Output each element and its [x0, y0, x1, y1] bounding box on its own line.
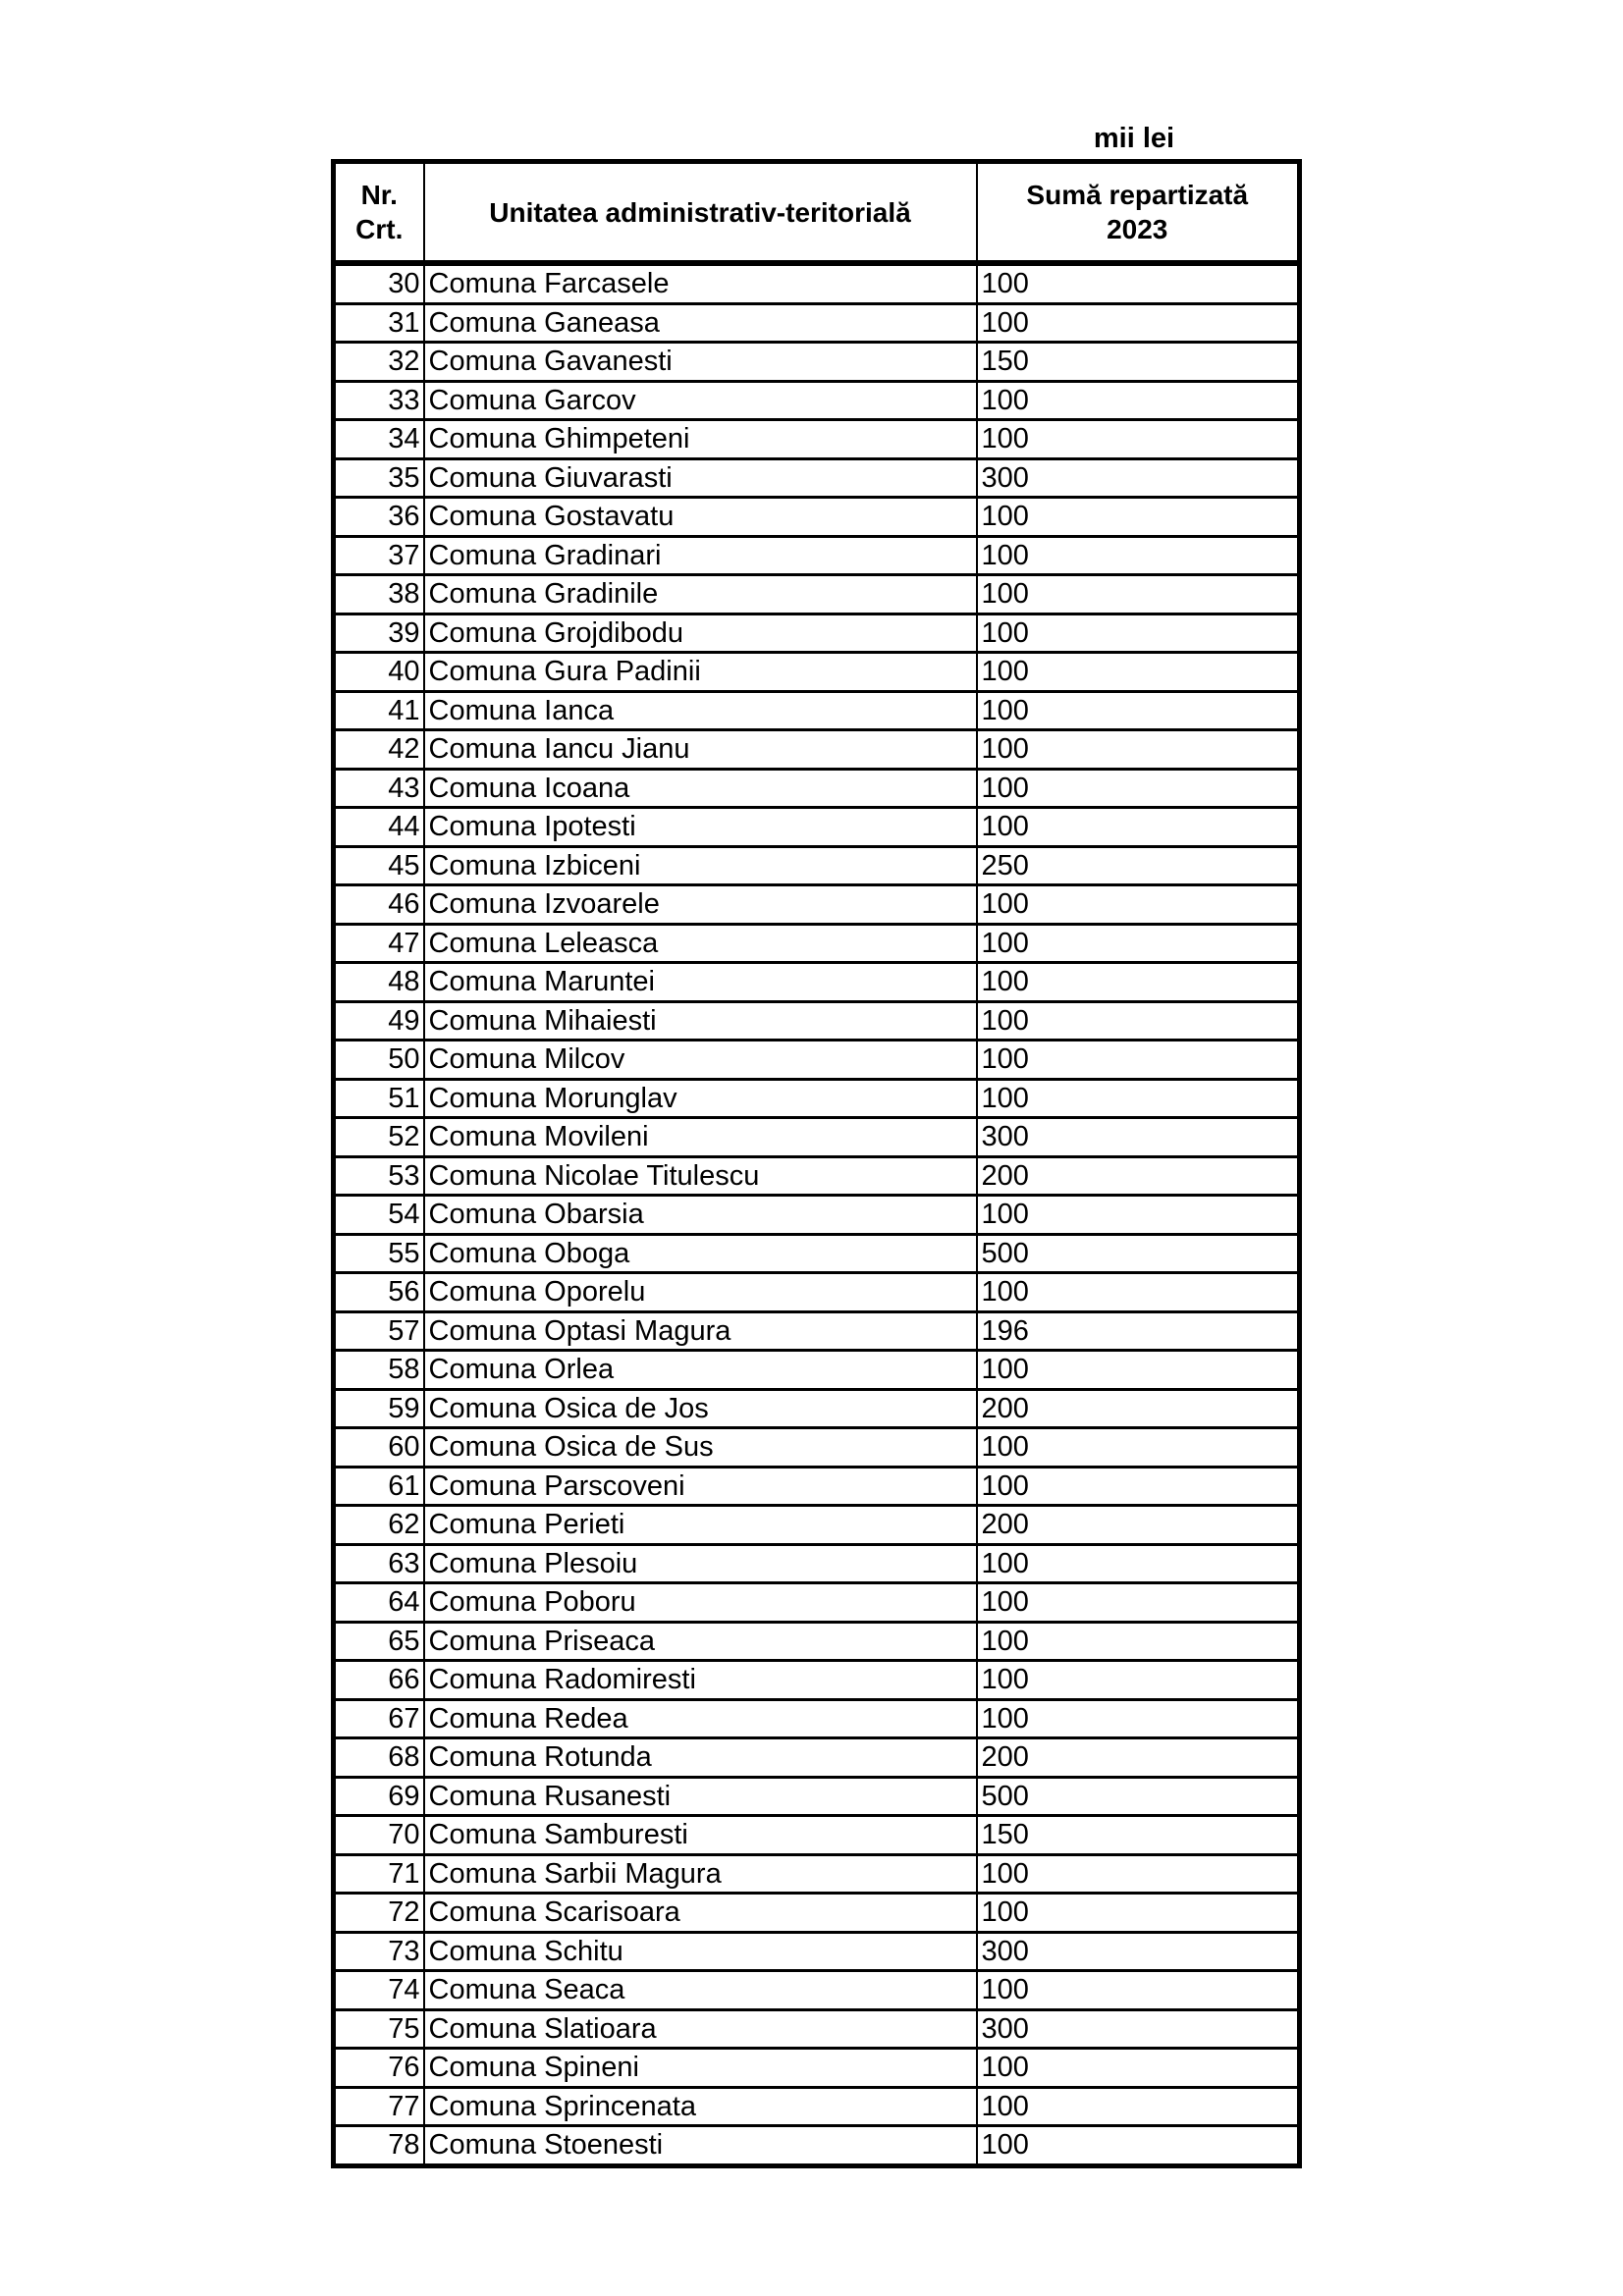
unit-name: Comuna Mihaiesti	[424, 1001, 977, 1041]
allocated-amount: 100	[977, 575, 1300, 614]
table-row	[334, 846, 1300, 885]
allocated-amount: 200	[977, 1389, 1300, 1428]
table-row	[334, 1389, 1300, 1428]
allocated-amount: 100	[977, 614, 1300, 653]
unit-name: Comuna Spineni	[424, 2049, 977, 2088]
allocated-amount: 100	[977, 1622, 1300, 1661]
row-number: 57	[334, 1311, 424, 1351]
allocated-amount: 100	[977, 963, 1300, 1002]
row-number: 53	[334, 1156, 424, 1196]
row-number: 36	[334, 498, 424, 537]
allocated-amount: 100	[977, 420, 1300, 459]
unit-name: Comuna Redea	[424, 1699, 977, 1738]
unit-name: Comuna Seaca	[424, 1971, 977, 2010]
row-number: 73	[334, 1932, 424, 1971]
table-row	[334, 1001, 1300, 1041]
currency-unit-label: mii lei	[1093, 123, 1175, 154]
row-number: 45	[334, 846, 424, 885]
allocated-amount: 100	[977, 808, 1300, 847]
row-number: 61	[334, 1467, 424, 1506]
table-row	[334, 1234, 1300, 1273]
unit-name: Comuna Scarisoara	[424, 1894, 977, 1933]
table-row	[334, 1661, 1300, 1700]
unit-name: Comuna Ganeasa	[424, 303, 977, 343]
table-row	[334, 1854, 1300, 1894]
row-number: 74	[334, 1971, 424, 2010]
table-row	[334, 1699, 1300, 1738]
allocated-amount: 100	[977, 1854, 1300, 1894]
unit-name: Comuna Sprincenata	[424, 2087, 977, 2126]
table-row	[334, 653, 1300, 692]
row-number: 64	[334, 1583, 424, 1623]
unit-name: Comuna Giuvarasti	[424, 458, 977, 498]
allocated-amount: 100	[977, 381, 1300, 420]
header-amount-line2: 2023	[1107, 214, 1168, 244]
header-row	[334, 162, 1300, 264]
unit-name: Comuna Gradinari	[424, 536, 977, 575]
row-number: 41	[334, 691, 424, 730]
table-row	[334, 614, 1300, 653]
allocated-amount: 300	[977, 1118, 1300, 1157]
allocated-amount: 196	[977, 1311, 1300, 1351]
unit-name: Comuna Maruntei	[424, 963, 977, 1002]
allocated-amount: 100	[977, 1544, 1300, 1583]
allocated-amount: 300	[977, 2009, 1300, 2049]
unit-name: Comuna Milcov	[424, 1041, 977, 1080]
table-row	[334, 263, 1300, 303]
unit-name: Comuna Rotunda	[424, 1738, 977, 1778]
allocated-amount: 500	[977, 1777, 1300, 1816]
unit-name: Comuna Ghimpeteni	[424, 420, 977, 459]
row-number: 42	[334, 730, 424, 770]
table-row	[334, 498, 1300, 537]
table-row	[334, 1428, 1300, 1468]
unit-name: Comuna Obarsia	[424, 1196, 977, 1235]
allocated-amount: 100	[977, 1428, 1300, 1468]
table-row	[334, 1738, 1300, 1778]
unit-name: Comuna Oporelu	[424, 1273, 977, 1312]
unit-name: Comuna Optasi Magura	[424, 1311, 977, 1351]
table-row	[334, 2087, 1300, 2126]
unit-name: Comuna Perieti	[424, 1506, 977, 1545]
allocated-amount: 100	[977, 1041, 1300, 1080]
row-number: 52	[334, 1118, 424, 1157]
table-row	[334, 963, 1300, 1002]
table-row	[334, 1467, 1300, 1506]
allocated-amount: 100	[977, 263, 1300, 303]
allocated-amount: 250	[977, 846, 1300, 885]
allocated-amount: 100	[977, 1661, 1300, 1700]
allocated-amount: 100	[977, 498, 1300, 537]
unit-name: Comuna Osica de Jos	[424, 1389, 977, 1428]
unit-name: Comuna Radomiresti	[424, 1661, 977, 1700]
unit-name: Comuna Rusanesti	[424, 1777, 977, 1816]
allocated-amount: 100	[977, 691, 1300, 730]
allocated-amount: 200	[977, 1738, 1300, 1778]
row-number: 62	[334, 1506, 424, 1545]
unit-name: Comuna Farcasele	[424, 263, 977, 303]
allocated-amount: 150	[977, 1816, 1300, 1855]
unit-name: Comuna Ipotesti	[424, 808, 977, 847]
allocated-amount: 100	[977, 1079, 1300, 1118]
table-row	[334, 536, 1300, 575]
allocated-amount: 200	[977, 1506, 1300, 1545]
unit-name: Comuna Izvoarele	[424, 885, 977, 925]
row-number: 68	[334, 1738, 424, 1778]
allocated-amount: 300	[977, 458, 1300, 498]
header-unit: Unitatea administrativ-teritorială	[424, 162, 977, 264]
row-number: 48	[334, 963, 424, 1002]
allocated-amount: 100	[977, 730, 1300, 770]
allocated-amount: 100	[977, 2049, 1300, 2088]
row-number: 77	[334, 2087, 424, 2126]
row-number: 70	[334, 1816, 424, 1855]
row-number: 60	[334, 1428, 424, 1468]
table-row	[334, 381, 1300, 420]
allocated-amount: 100	[977, 1699, 1300, 1738]
table-row	[334, 1041, 1300, 1080]
allocated-amount: 100	[977, 2087, 1300, 2126]
allocated-amount: 100	[977, 1273, 1300, 1312]
table-row	[334, 1971, 1300, 2010]
allocated-amount: 300	[977, 1932, 1300, 1971]
row-number: 51	[334, 1079, 424, 1118]
allocated-amount: 200	[977, 1156, 1300, 1196]
table-row	[334, 1622, 1300, 1661]
row-number: 63	[334, 1544, 424, 1583]
allocated-amount: 100	[977, 1196, 1300, 1235]
table-row	[334, 458, 1300, 498]
unit-name: Comuna Morunglav	[424, 1079, 977, 1118]
table-row	[334, 1156, 1300, 1196]
allocated-amount: 100	[977, 2126, 1300, 2166]
header-amount	[977, 162, 1300, 264]
table-row	[334, 769, 1300, 808]
unit-name: Comuna Oboga	[424, 1234, 977, 1273]
allocated-amount: 100	[977, 1351, 1300, 1390]
row-number: 78	[334, 2126, 424, 2166]
row-number: 39	[334, 614, 424, 653]
table-row	[334, 1932, 1300, 1971]
unit-name: Comuna Leleasca	[424, 924, 977, 963]
row-number: 67	[334, 1699, 424, 1738]
allocated-amount: 100	[977, 1001, 1300, 1041]
table-row	[334, 1544, 1300, 1583]
allocated-amount: 100	[977, 303, 1300, 343]
unit-name: Comuna Gavanesti	[424, 343, 977, 382]
unit-name: Comuna Samburesti	[424, 1816, 977, 1855]
table-row	[334, 575, 1300, 614]
table-row	[334, 1351, 1300, 1390]
allocation-table	[331, 159, 1302, 2168]
row-number: 33	[334, 381, 424, 420]
table-row	[334, 1196, 1300, 1235]
unit-name: Comuna Slatioara	[424, 2009, 977, 2049]
row-number: 65	[334, 1622, 424, 1661]
table-row	[334, 808, 1300, 847]
unit-name: Comuna Icoana	[424, 769, 977, 808]
unit-name: Comuna Poboru	[424, 1583, 977, 1623]
allocated-amount: 100	[977, 1971, 1300, 2010]
header-nr-line2: Crt.	[355, 214, 404, 244]
allocated-amount: 100	[977, 1894, 1300, 1933]
row-number: 66	[334, 1661, 424, 1700]
table-row	[334, 1894, 1300, 1933]
row-number: 49	[334, 1001, 424, 1041]
row-number: 59	[334, 1389, 424, 1428]
row-number: 55	[334, 1234, 424, 1273]
unit-name: Comuna Schitu	[424, 1932, 977, 1971]
table-row	[334, 303, 1300, 343]
table-row	[334, 924, 1300, 963]
table-row	[334, 730, 1300, 770]
unit-name: Comuna Nicolae Titulescu	[424, 1156, 977, 1196]
unit-name: Comuna Gura Padinii	[424, 653, 977, 692]
row-number: 34	[334, 420, 424, 459]
row-number: 54	[334, 1196, 424, 1235]
row-number: 31	[334, 303, 424, 343]
table-row	[334, 1311, 1300, 1351]
allocated-amount: 100	[977, 536, 1300, 575]
row-number: 35	[334, 458, 424, 498]
allocated-amount: 500	[977, 1234, 1300, 1273]
table-row	[334, 2009, 1300, 2049]
header-nr-line1: Nr.	[360, 180, 398, 210]
allocated-amount: 100	[977, 1467, 1300, 1506]
table-row	[334, 2126, 1300, 2166]
allocated-amount: 100	[977, 653, 1300, 692]
unit-name: Comuna Ianca	[424, 691, 977, 730]
unit-name: Comuna Orlea	[424, 1351, 977, 1390]
row-number: 37	[334, 536, 424, 575]
allocated-amount: 100	[977, 769, 1300, 808]
unit-name: Comuna Parscoveni	[424, 1467, 977, 1506]
unit-name: Comuna Gradinile	[424, 575, 977, 614]
header-amount-line1: Sumă repartizată	[1026, 180, 1249, 210]
unit-name: Comuna Izbiceni	[424, 846, 977, 885]
unit-name: Comuna Priseaca	[424, 1622, 977, 1661]
unit-name: Comuna Movileni	[424, 1118, 977, 1157]
table-row	[334, 1273, 1300, 1312]
row-number: 76	[334, 2049, 424, 2088]
row-number: 47	[334, 924, 424, 963]
row-number: 69	[334, 1777, 424, 1816]
row-number: 46	[334, 885, 424, 925]
row-number: 71	[334, 1854, 424, 1894]
allocated-amount: 100	[977, 1583, 1300, 1623]
row-number: 30	[334, 263, 424, 303]
table-row	[334, 1079, 1300, 1118]
row-number: 32	[334, 343, 424, 382]
table-row	[334, 2049, 1300, 2088]
table-row	[334, 420, 1300, 459]
unit-name: Comuna Stoenesti	[424, 2126, 977, 2166]
row-number: 38	[334, 575, 424, 614]
unit-name: Comuna Iancu Jianu	[424, 730, 977, 770]
row-number: 58	[334, 1351, 424, 1390]
unit-name: Comuna Garcov	[424, 381, 977, 420]
table-header	[334, 162, 1300, 264]
row-number: 40	[334, 653, 424, 692]
unit-name: Comuna Osica de Sus	[424, 1428, 977, 1468]
unit-name: Comuna Gostavatu	[424, 498, 977, 537]
unit-name: Comuna Grojdibodu	[424, 614, 977, 653]
allocated-amount: 100	[977, 885, 1300, 925]
unit-name: Comuna Plesoiu	[424, 1544, 977, 1583]
row-number: 56	[334, 1273, 424, 1312]
row-number: 44	[334, 808, 424, 847]
table-row	[334, 885, 1300, 925]
table-row	[334, 691, 1300, 730]
table-row	[334, 1583, 1300, 1623]
row-number: 75	[334, 2009, 424, 2049]
table-row	[334, 1118, 1300, 1157]
table-row	[334, 1816, 1300, 1855]
row-number: 72	[334, 1894, 424, 1933]
row-number: 50	[334, 1041, 424, 1080]
table-row	[334, 343, 1300, 382]
table-row	[334, 1777, 1300, 1816]
allocated-amount: 100	[977, 924, 1300, 963]
header-nr-crt	[334, 162, 424, 264]
allocated-amount: 150	[977, 343, 1300, 382]
row-number: 43	[334, 769, 424, 808]
table-body	[334, 263, 1300, 2165]
unit-name: Comuna Sarbii Magura	[424, 1854, 977, 1894]
table-row	[334, 1506, 1300, 1545]
